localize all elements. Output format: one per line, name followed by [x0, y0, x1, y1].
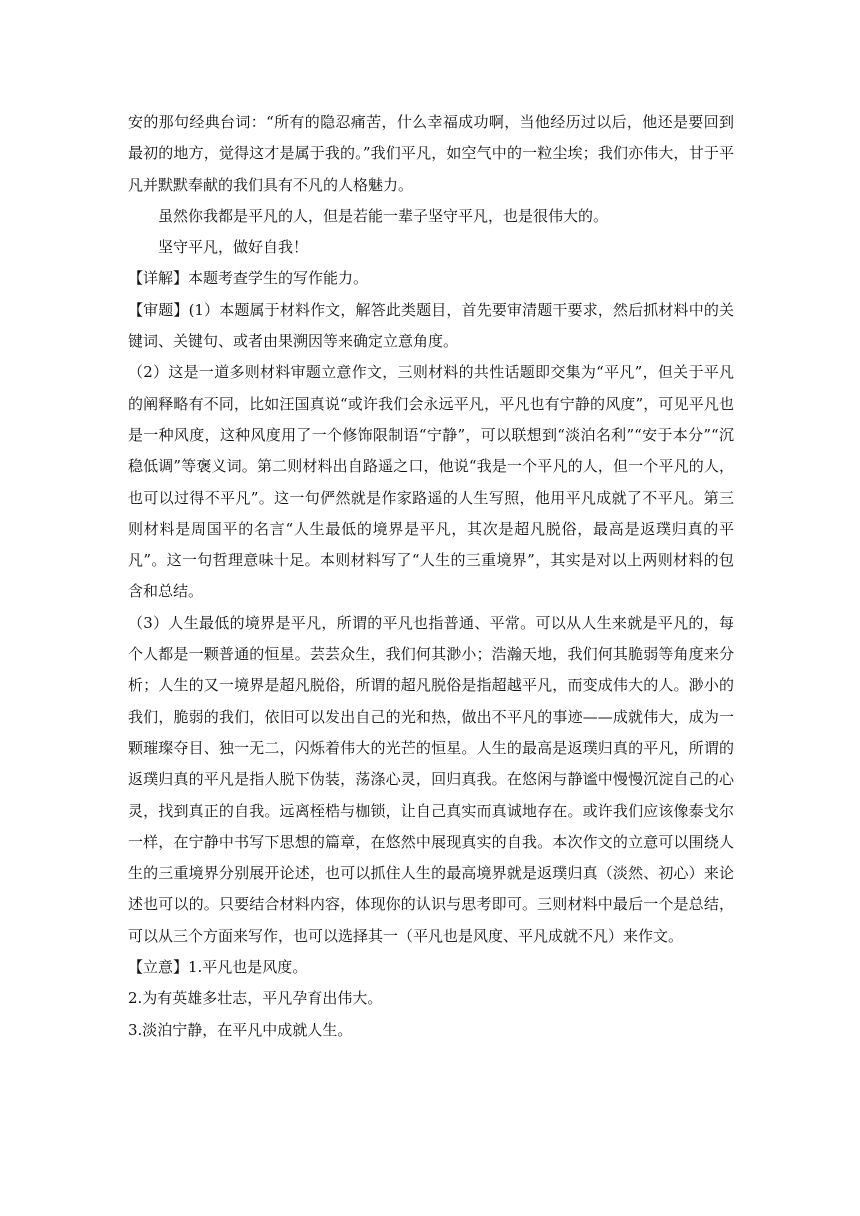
paragraph-persist-ordinary: 虽然你我都是平凡的人，但是若能一辈子坚守平凡，也是很伟大的。 [158, 206, 609, 225]
paragraph-review-3: （3）人生最低的境界是平凡，所谓的平凡也指普通、平常。可以从人生来就是平凡的，每个人都是一颗普通的恒星。芸芸众生，我们何其渺小；浩瀚天地，我们何其脆弱等角度来分析；人生的又一境界是超凡脱俗，所谓的超凡脱俗是指超越平凡，而变成伟大的人。渺小的我们，脆弱的我们，依旧可以发出自己的光和热，做出不平凡的事迹——成就伟大，成为一颗璀璨夺目、独一无二，闪烁着伟大的光芒的恒星。人生的最高是返璞归真的平凡，所谓的返璞归真的平凡是指人脱下伪装，荡涤心灵，回归真我。在悠闲与静谧中慢慢沉淀自己的心灵，找到真正的自我。远离桎梏与枷锁，让自己真实而真诚地存在。或许我们应该像泰戈尔一样，在宁静中书写下思想的篇章，在悠然中展现真实的自我。本次作文的立意可以围绕人生的三重境界分别展开论述，也可以抓住人生的最高境界就是返璞归真（淡然、初心）来论述也可以的。只要结合材料内容，体现你的认识与思考即可。三则材料中最后一个是总结，可以从三个方面来写作，也可以选择其一（平凡也是风度、平凡成就不凡）来作文。 [128, 613, 734, 945]
paragraph-thesis-1: 【立意】1.平凡也是风度。 [128, 958, 308, 977]
paragraph-quote-continuation: 安的那句经典台词：“所有的隐忍痛苦，什么幸福成功啊，当他经历过以后，他还是要回到最初的地方，觉得这才是属于我的。”我们平凡，如空气中的一粒尘埃；我们亦伟大，甘于平凡并默默奉献的我们具有不凡的人格魅力。 [128, 113, 734, 194]
document-page [128, 107, 734, 1046]
paragraph-closing-slogan: 坚守平凡，做好自我！ [158, 238, 309, 257]
paragraph-thesis-3: 3.淡泊宁静，在平凡中成就人生。 [128, 1020, 353, 1039]
paragraph-detail: 【详解】本题考查学生的写作能力。 [128, 269, 369, 288]
paragraph-thesis-2: 2.为有英雄多壮志，平凡孕育出伟大。 [128, 989, 383, 1008]
paragraph-review-2: （2）这是一道多则材料审题立意作文，三则材料的共性话题即交集为“平凡”，但关于平凡的阐释略有不同，比如汪国真说“或许我们会永远平凡，平凡也有宁静的风度”，可见平凡也是一种风度，这种风度用了一个修饰限制语“宁静”，可以联想到“淡泊名利”“安于本分”“沉稳低调”等褒义词。第二则材料出自路遥之口，他说“我是一个平凡的人，但一个平凡的人，也可以过得不平凡”。这一句俨然就是作家路遥的人生写照，他用平凡成就了不平凡。第三则材料是周国平的名言“人生最低的境界是平凡，其次是超凡脱俗，最高是返璞归真的平凡”。这一句哲理意味十足。本则材料写了“人生的三重境界”，其实是对以上两则材料的包含和总结。 [128, 363, 734, 601]
paragraph-review-1: 【审题】(1）本题属于材料作文，解答此类题目，首先要审清题干要求，然后抓材料中的关键词、关键句、或者由果溯因等来确定立意角度。 [128, 300, 734, 351]
